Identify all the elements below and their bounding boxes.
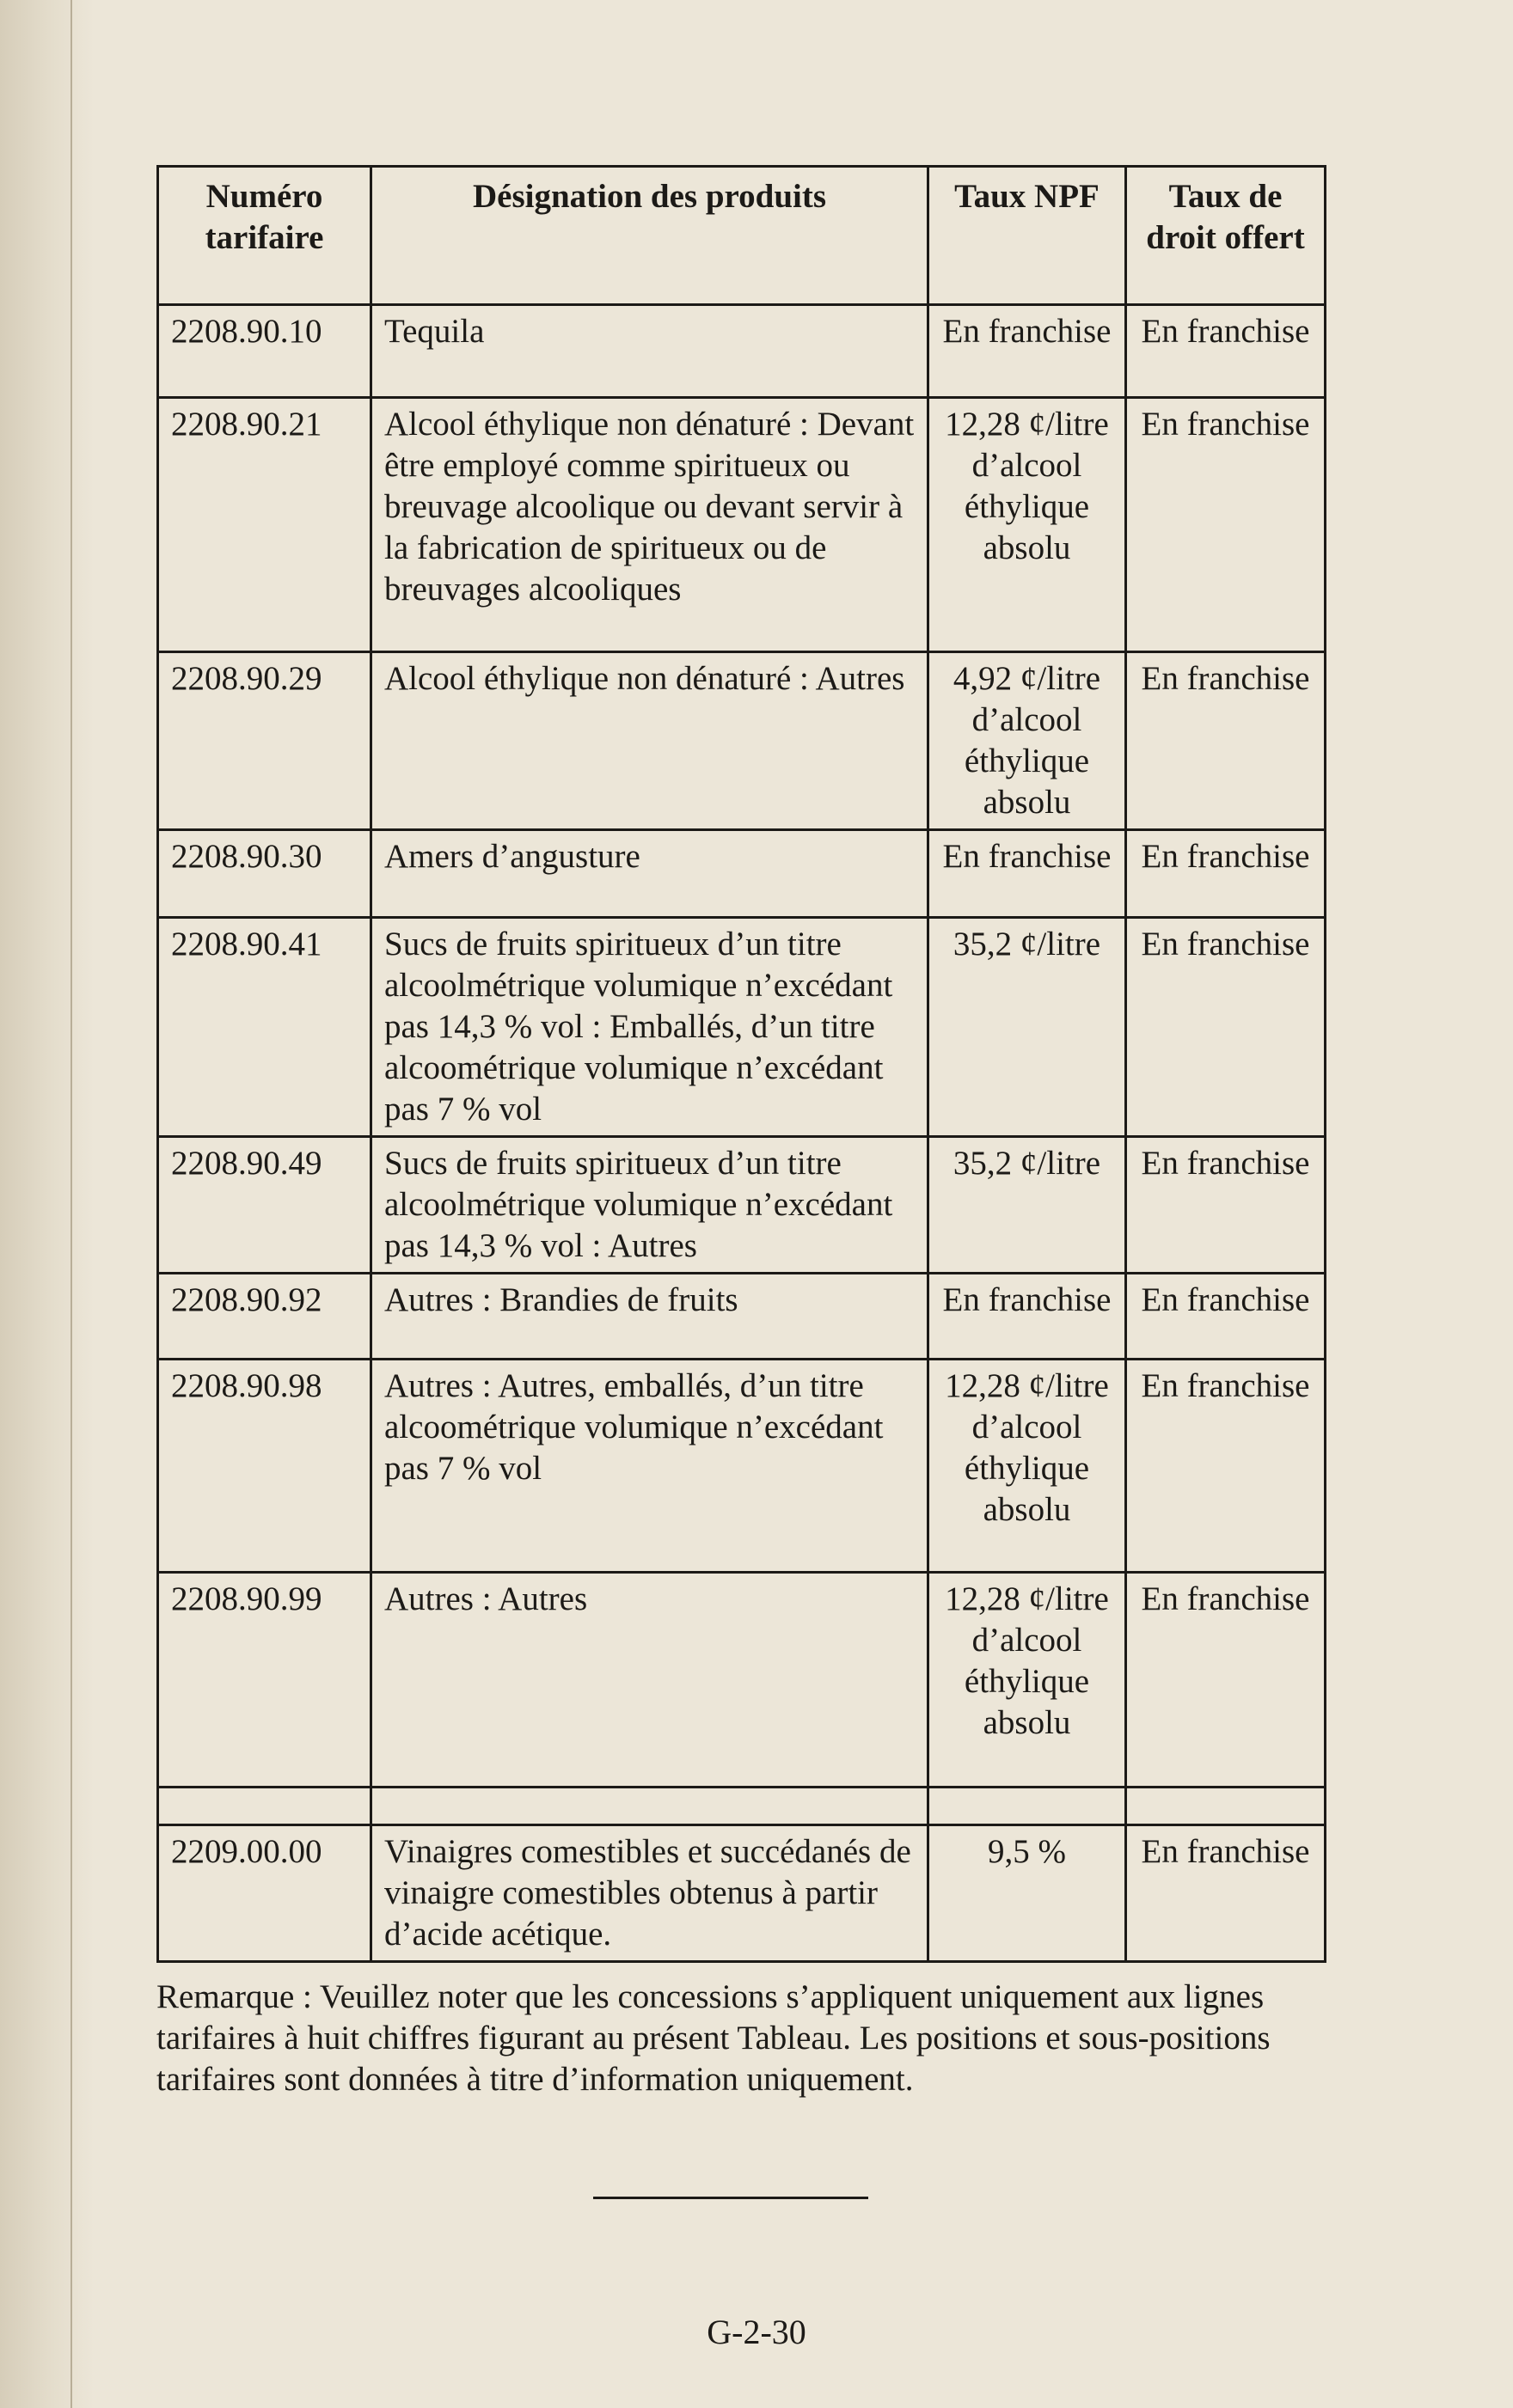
npf-rate: 12,28 ¢/litre d’alcool éthylique absolu [928, 398, 1126, 652]
product-designation: Autres : Autres [371, 1573, 928, 1788]
table-row [158, 398, 1326, 652]
product-designation: Sucs de fruits spiritueux d’un titre alcoolmétrique volumique n’excédant pas 14,3 % vol : Emballés, d’un titre alcoométrique volumique n’excédant pas 7 % vol [371, 918, 928, 1137]
table-row [158, 1360, 1326, 1573]
offered-rate: En franchise [1126, 830, 1326, 918]
table-row [158, 652, 1326, 830]
tariff-code: 2208.90.92 [158, 1274, 371, 1360]
header-numero-tarifaire: Numéro tarifaire [158, 167, 371, 305]
offered-rate: En franchise [1126, 652, 1326, 830]
offered-rate [1126, 1788, 1326, 1825]
npf-rate [928, 1788, 1126, 1825]
npf-rate: 35,2 ¢/litre [928, 1137, 1126, 1274]
offered-rate: En franchise [1126, 1825, 1326, 1962]
product-designation: Alcool éthylique non dénaturé : Autres [371, 652, 928, 830]
product-designation: Sucs de fruits spiritueux d’un titre alcoolmétrique volumique n’excédant pas 14,3 % vol : Autres [371, 1137, 928, 1274]
offered-rate: En franchise [1126, 918, 1326, 1137]
tariff-code: 2208.90.98 [158, 1360, 371, 1573]
tariff-code: 2208.90.21 [158, 398, 371, 652]
npf-rate: En franchise [928, 305, 1126, 398]
tariff-code: 2208.90.10 [158, 305, 371, 398]
offered-rate: En franchise [1126, 1274, 1326, 1360]
product-designation: Amers d’angusture [371, 830, 928, 918]
product-designation: Tequila [371, 305, 928, 398]
product-designation: Vinaigres comestibles et succédanés de vinaigre comestibles obtenus à partir d’acide acétique. [371, 1825, 928, 1962]
offered-rate: En franchise [1126, 398, 1326, 652]
offered-rate: En franchise [1126, 1573, 1326, 1788]
product-designation [371, 1788, 928, 1825]
npf-rate: En franchise [928, 830, 1126, 918]
table-row-empty [158, 1788, 1326, 1825]
tariff-code: 2209.00.00 [158, 1825, 371, 1962]
npf-rate: 12,28 ¢/litre d’alcool éthylique absolu [928, 1360, 1126, 1573]
npf-rate: En franchise [928, 1274, 1126, 1360]
tariff-code: 2208.90.29 [158, 652, 371, 830]
header-designation: Désignation des produits [371, 167, 928, 305]
npf-rate: 35,2 ¢/litre [928, 918, 1126, 1137]
product-designation: Alcool éthylique non dénaturé : Devant être employé comme spiritueux ou breuvage alcoolique ou devant servir à la fabrication de spiritueux ou de breuvages alcooliques [371, 398, 928, 652]
tariff-code: 2208.90.99 [158, 1573, 371, 1788]
npf-rate: 12,28 ¢/litre d’alcool éthylique absolu [928, 1573, 1126, 1788]
tariff-table [156, 165, 1326, 1963]
tariff-code: 2208.90.41 [158, 918, 371, 1137]
table-row [158, 830, 1326, 918]
table-row [158, 1274, 1326, 1360]
table-row [158, 1825, 1326, 1962]
product-designation: Autres : Brandies de fruits [371, 1274, 928, 1360]
table-row [158, 305, 1326, 398]
header-taux-npf: Taux NPF [928, 167, 1126, 305]
table-header-row [158, 167, 1326, 305]
npf-rate: 4,92 ¢/litre d’alcool éthylique absolu [928, 652, 1126, 830]
separator-line [593, 2197, 868, 2199]
tariff-code [158, 1788, 371, 1825]
table-row [158, 1573, 1326, 1788]
header-taux-offert: Taux de droit offert [1126, 167, 1326, 305]
page-number: G-2-30 [707, 2313, 806, 2351]
product-designation: Autres : Autres, emballés, d’un titre alcoométrique volumique n’excédant pas 7 % vol [371, 1360, 928, 1573]
table-row [158, 918, 1326, 1137]
npf-rate: 9,5 % [928, 1825, 1126, 1962]
offered-rate: En franchise [1126, 1360, 1326, 1573]
tariff-code: 2208.90.30 [158, 830, 371, 918]
remark-note: Remarque : Veuillez noter que les concessions s’appliquent uniquement aux lignes tarifaires à huit chiffres figurant au présent Tableau. Les positions et sous-positions tarifaires sont données à titre d’information uniquement. [156, 1978, 1271, 2098]
offered-rate: En franchise [1126, 1137, 1326, 1274]
offered-rate: En franchise [1126, 305, 1326, 398]
tariff-code: 2208.90.49 [158, 1137, 371, 1274]
table-row [158, 1137, 1326, 1274]
binding-line [70, 0, 72, 2408]
page-gutter [0, 0, 95, 2408]
